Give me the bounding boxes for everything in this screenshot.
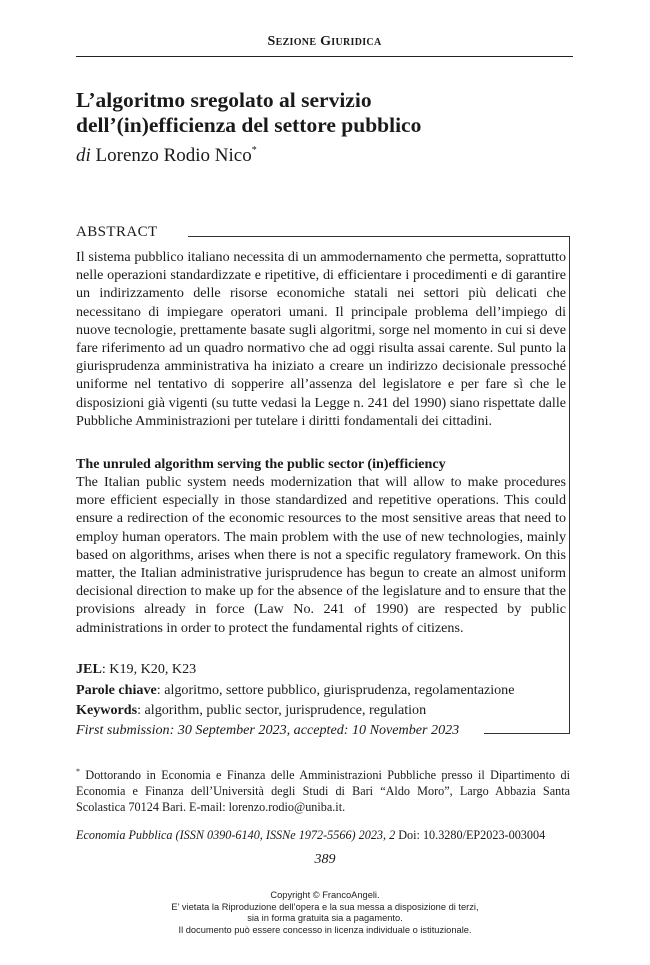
article-title-line-1: L’algoritmo sregolato al servizio (76, 88, 372, 112)
journal-doi: Doi: 10.3280/EP2023-003004 (395, 828, 546, 842)
parole-chiave-value: : algoritmo, settore pubblico, giurisprudenza, regolamentazione (156, 682, 515, 698)
parole-chiave (76, 682, 514, 699)
parole-chiave-label: Parole chiave (76, 682, 157, 698)
jel-label: JEL (76, 661, 102, 677)
section-header: Sezione Giuridica (267, 34, 382, 49)
author-prefix: di (76, 145, 91, 166)
copyright-line-4: Il documento può essere concesso in licenza individuale o istituzionale. (178, 924, 472, 935)
jel-codes (76, 661, 196, 678)
journal-citation (76, 828, 545, 843)
author-footnote (76, 764, 570, 815)
abstract-box (76, 224, 570, 738)
footnote-mark: * (76, 767, 80, 776)
abstract-box-bottom-border (484, 733, 570, 734)
submission-dates: First submission: 30 September 2023, accepted: 10 November 2023 (76, 722, 460, 738)
abstract-box-right-border (569, 236, 570, 733)
abstract-english-title: The unruled algorithm serving the public sector (in)efficiency (76, 456, 446, 472)
jel-value: : K19, K20, K23 (101, 661, 197, 677)
abstract-english-text: The Italian public system needs modernization that will allow to make procedures more efficient especially in those standardized and repetitive operations. This could ensure a redirection of the economic resources to the most sensitive areas that need to employ human operators. The main problem with the use of new technologies, mainly based on algorithms, arises when there is not a specific regulatory framework. On this matter, the Italian administrative jurisprudence has begun to create an almost uniform decisional direction to make up for the absence of the legislature and to ensure that the provisions already in force (Law No. 241 of 1990) are respected by public administrations in order to protect the fundamental rights of citizens. (76, 474, 566, 636)
keywords-value: : algorithm, public sector, jurisprudence, regulation (137, 702, 427, 718)
article-title (76, 88, 586, 138)
page-number: 389 (314, 852, 336, 867)
abstract-italian-text: Il sistema pubblico italiano necessita di un ammodernamento che permetta, soprattutto nelle operazioni standardizzate e ripetitive, di efficientare i procedimenti e di garantire un indirizzamento delle risorse economiche statali nei settori più delicati che necessitano di impiegare operatori umani. Il principale problema dell’impiego di nuove tecnologie, prettamente basate sugli algoritmi, sorge nel momento in cui si deve fare riferimento ad un quadro normativo che ad oggi risulta assai carente. Sul punto la giurisprudenza amministrativa ha iniziato a creare un indirizzo decisionale pressoché uniforme nel tentativo di sopperire all’assenza del legislatore e per fare sì che le disposizioni già vigenti (su tutte vedasi la Legge n. 241 del 1990) siano rispettate dalle Pubbliche Amministrazioni per tutelare i diritti fondamentali dei cittadini. (76, 249, 566, 429)
author-footnote-mark: * (251, 145, 257, 156)
copyright-line-2: E’ vietata la Riproduzione dell’opera e la sua messa a disposizione di terzi, (171, 901, 479, 912)
footnote-text: Dottorando in Economia e Finanza delle Amministrazioni Pubbliche presso il Dipartimento di Economia e Finanza dell’Università degli Studi di Bari “Aldo Moro”, Largo Abbazia Santa Scolastica 70124 Bari. E-mail: lorenzo.rodio@uniba.it. (76, 768, 570, 814)
abstract-label: ABSTRACT (76, 224, 158, 240)
author-line (76, 145, 257, 167)
abstract-box-top-border (188, 236, 570, 237)
keywords (76, 702, 426, 719)
article-title-line-2: dell’(in)efficienza del settore pubblico (76, 113, 422, 137)
journal-name: Economia Pubblica (ISSN 0390-6140, ISSNe 1972-5566) 2023, 2 (76, 828, 396, 842)
copyright-notice (0, 890, 650, 936)
author-name: Lorenzo Rodio Nico (95, 145, 252, 166)
header-rule (76, 56, 573, 57)
keywords-label: Keywords (76, 702, 138, 718)
copyright-line-1: Copyright © FrancoAngeli. (270, 890, 380, 900)
copyright-line-3: sia in forma gratuita sia a pagamento. (247, 913, 403, 923)
